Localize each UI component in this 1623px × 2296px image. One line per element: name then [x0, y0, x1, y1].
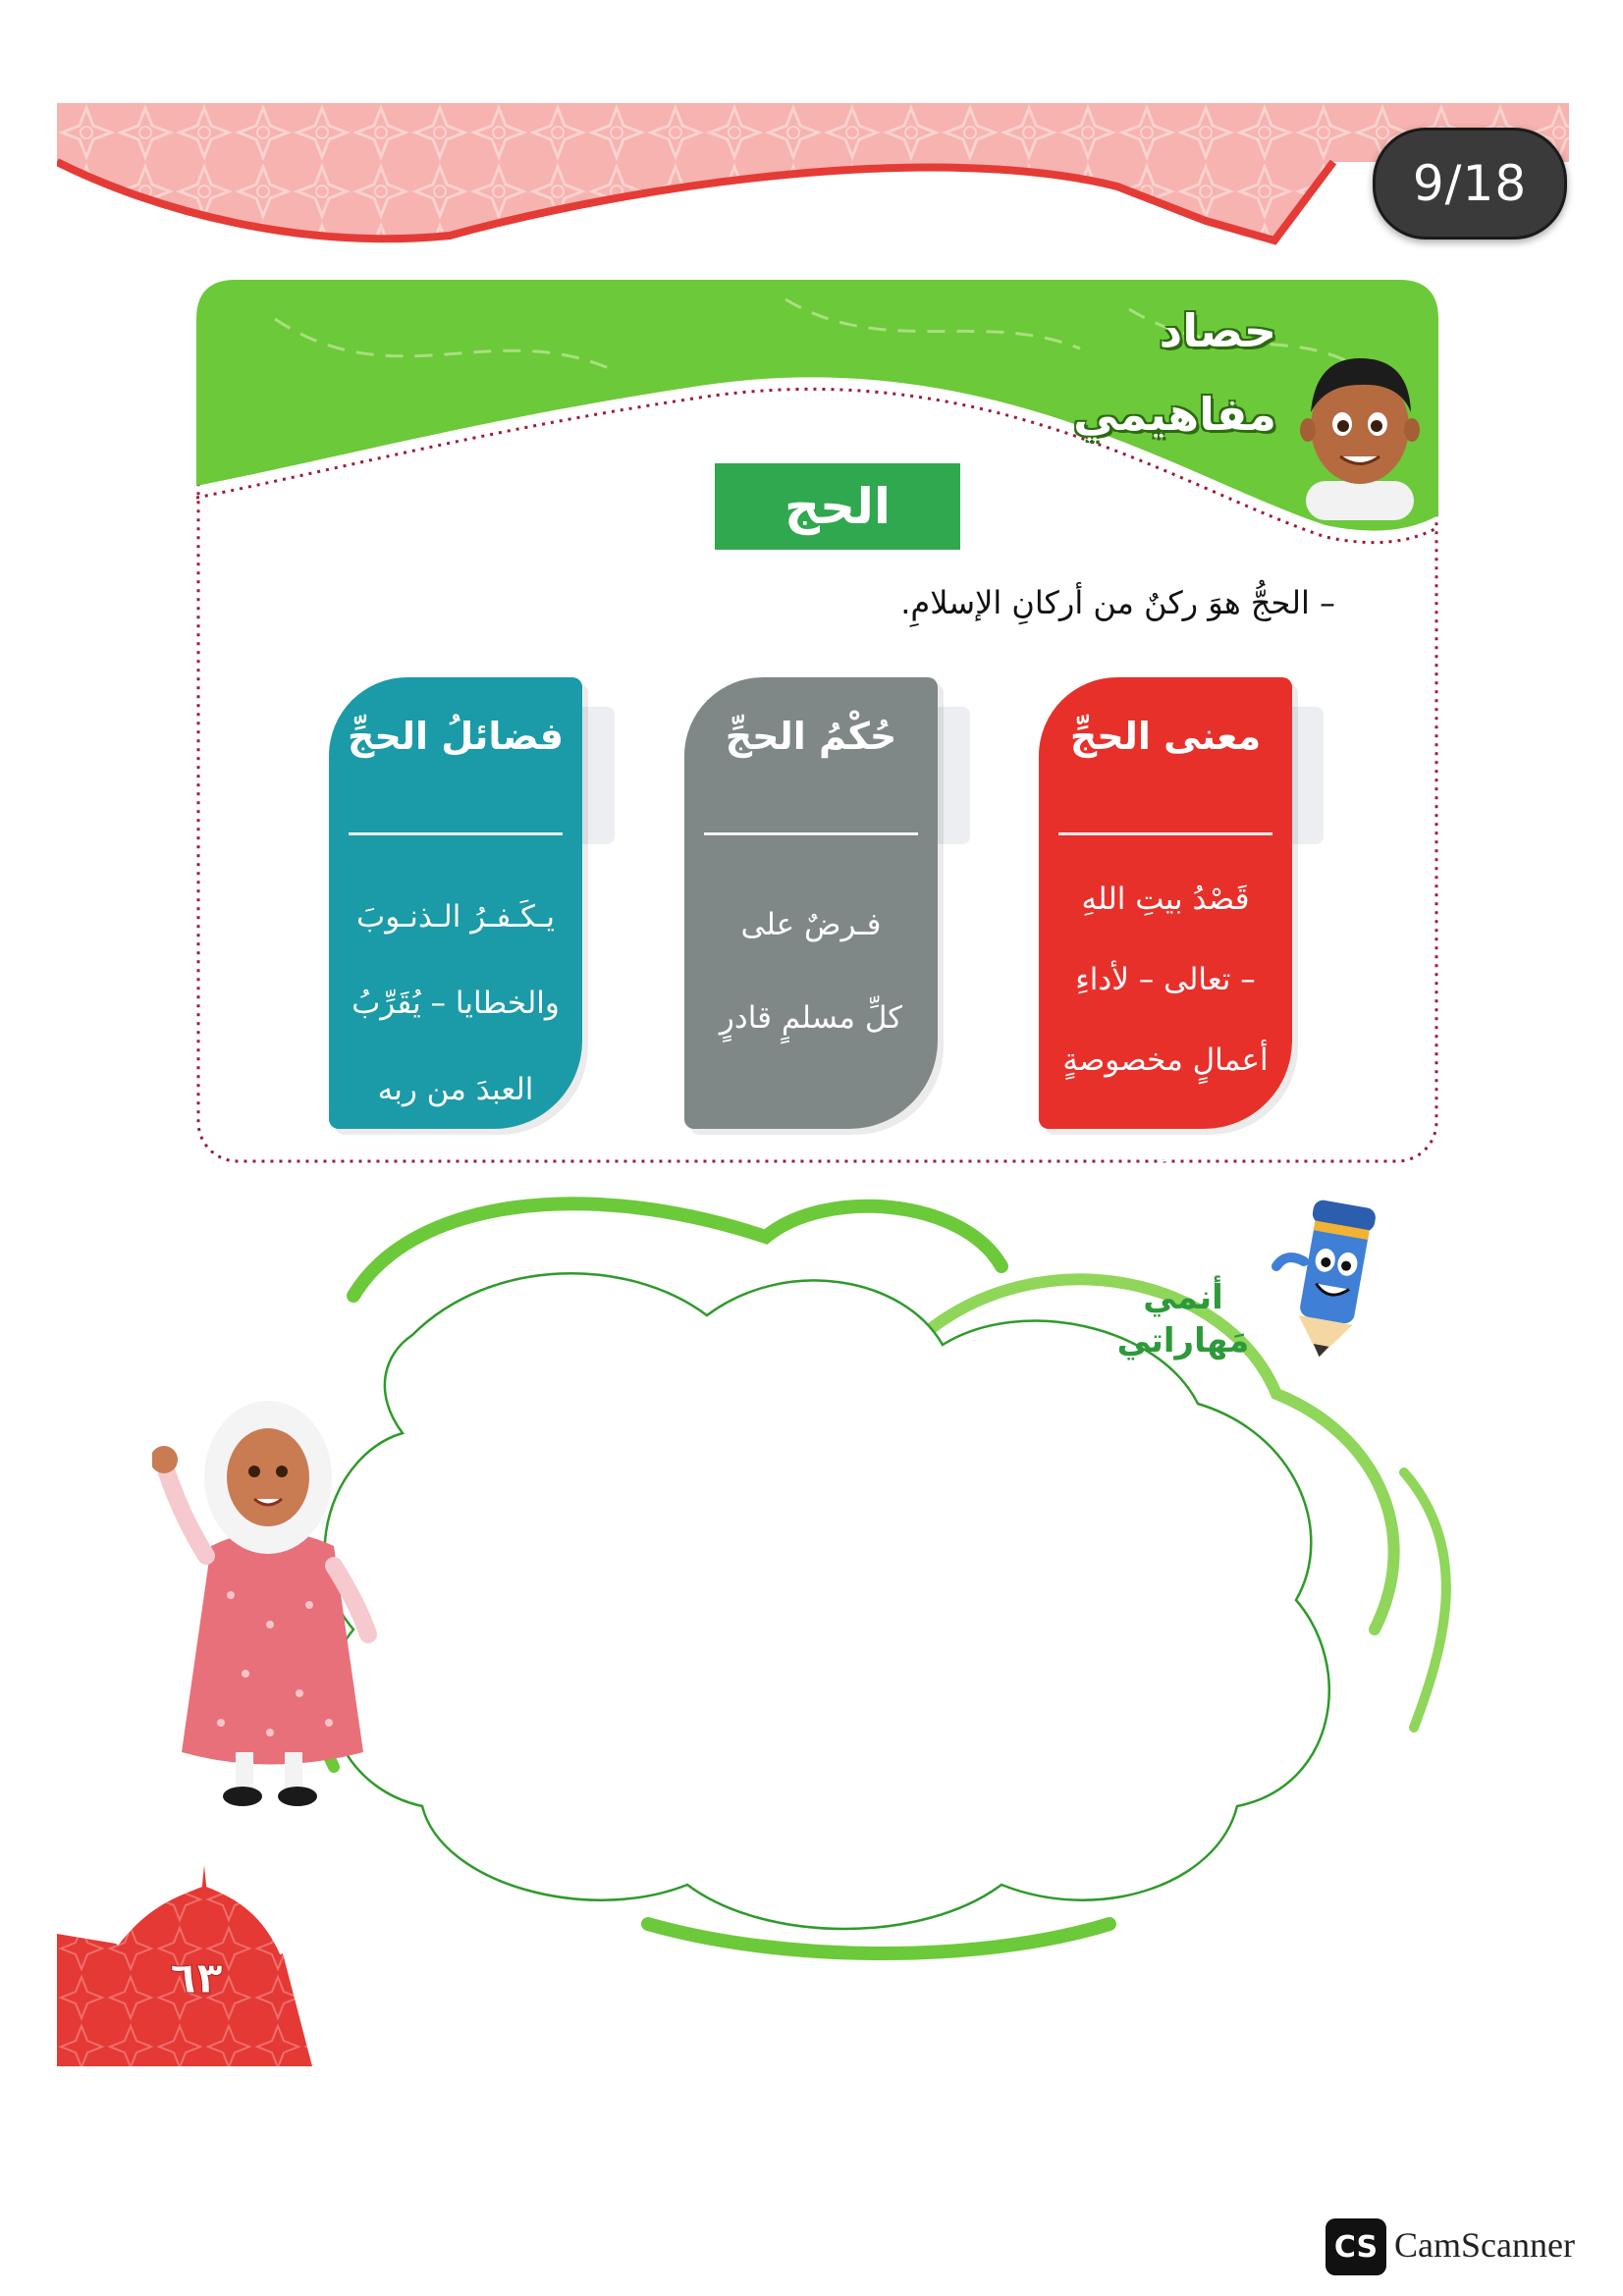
- topic-title: الحج: [784, 478, 891, 535]
- bottom-corner-decoration: [57, 1826, 410, 2066]
- card-meaning-line: – تعالى – لأداءِ: [1075, 962, 1256, 997]
- card-virtues-body: [341, 874, 570, 1133]
- card-ruling: [684, 677, 938, 1129]
- skills-label-line2: مَهاراتي: [1116, 1321, 1250, 1361]
- card-virtues: [329, 677, 582, 1129]
- card-virtues-line: يـكَـفـرُ الـذنـوبَ: [356, 899, 555, 934]
- card-meaning-line: أعمالٍ مخصوصةٍ: [1062, 1042, 1269, 1078]
- card-ruling-title: حُكْمُ الحجِّ: [725, 715, 897, 758]
- card-virtues-tab: [577, 707, 615, 844]
- girl-character: [152, 1399, 388, 1811]
- camscanner-logo-icon: CS: [1325, 2218, 1386, 2275]
- page-number: ٦٣: [170, 1953, 223, 2003]
- definition-sentence: – الحجُّ هوَ ركنٌ من أركانِ الإسلامِ.: [900, 584, 1335, 621]
- topic-title-box: [715, 463, 960, 550]
- card-divider: [1058, 832, 1272, 835]
- card-ruling-body: [696, 879, 926, 1065]
- page-counter: 9/18: [1373, 128, 1567, 240]
- card-divider: [704, 832, 918, 835]
- card-ruling-line: كلِّ مسلمٍ قادرٍ: [719, 1000, 903, 1036]
- top-decorative-band: [57, 103, 1569, 250]
- card-meaning-title: معنى الحجِّ: [1069, 715, 1262, 758]
- boy-avatar: [1286, 334, 1434, 520]
- card-divider: [349, 832, 563, 835]
- card-meaning-line: في زمنٍ محددٍ: [1075, 1123, 1256, 1158]
- header-title-line1: حصاد: [1159, 304, 1276, 357]
- card-virtues-title: فضائلُ الحجِّ: [347, 715, 565, 758]
- camscanner-watermark: CamScanner: [1394, 2225, 1575, 2265]
- card-meaning-line: قَصْدُ بيتِ اللهِ: [1081, 881, 1250, 917]
- header-title-line2: مفاهيمي: [1073, 388, 1276, 441]
- card-ruling-line: فـرضٌ على: [740, 907, 882, 942]
- skills-label: [1100, 1276, 1267, 1362]
- card-virtues-line: والخطايا – يُقَرِّبُ: [352, 986, 560, 1021]
- card-ruling-tab: [933, 707, 970, 844]
- card-virtues-line: العبدَ من ربه: [377, 1072, 534, 1107]
- pencil-mascot: [1267, 1193, 1394, 1360]
- skills-label-line1: أنمي: [1143, 1278, 1223, 1317]
- card-meaning-body: [1051, 859, 1280, 1181]
- card-meaning: [1039, 677, 1292, 1158]
